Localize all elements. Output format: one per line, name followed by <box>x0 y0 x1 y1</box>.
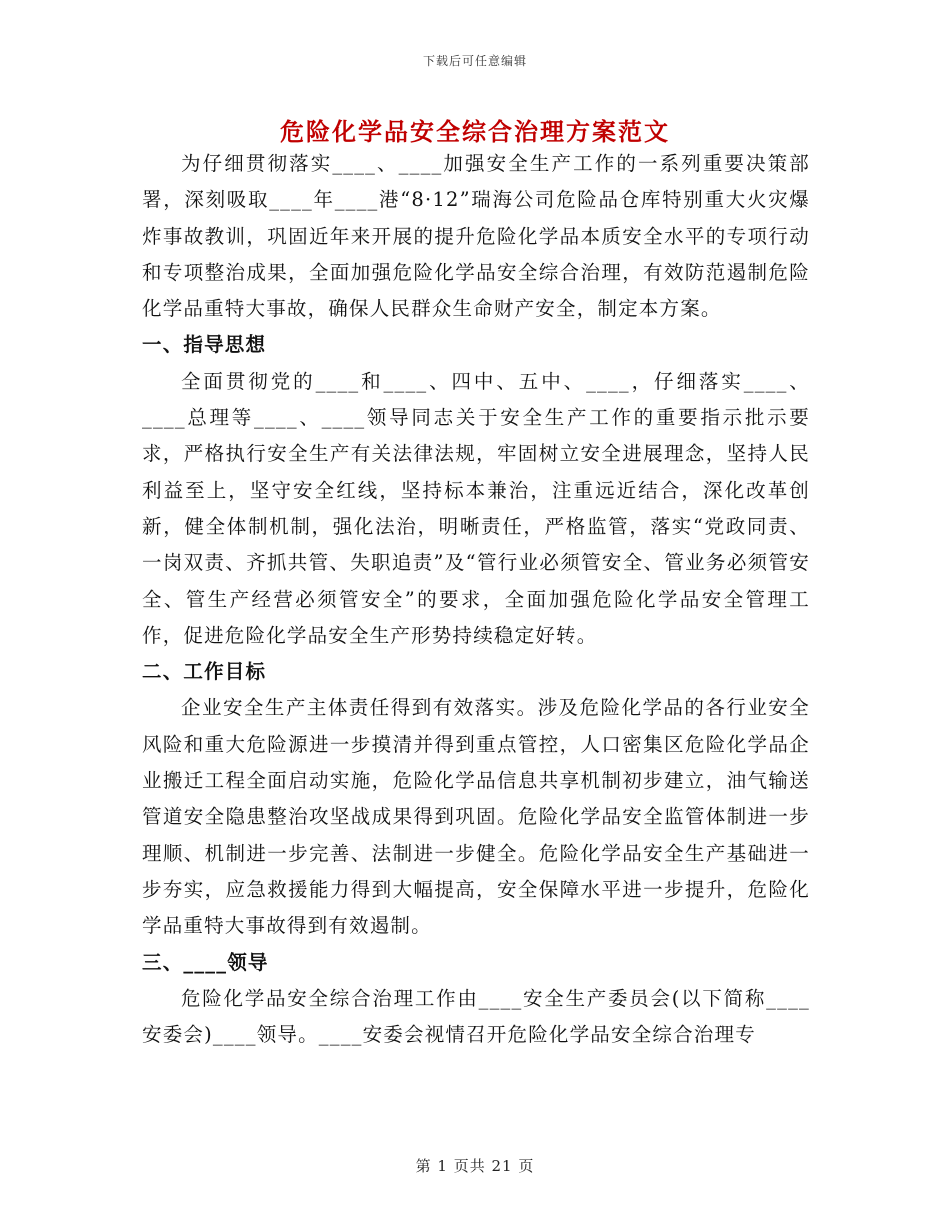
section-3-paragraph: 危险化学品安全综合治理工作由____安全生产委员会(以下简称____安委会)____领导。____安委会视情召开危险化学品安全综合治理专 <box>142 986 810 1047</box>
section-heading-1: 一、指导思想 <box>142 333 267 357</box>
page-footer: 第 1 页共 21 页 <box>415 1157 535 1175</box>
section-heading-2: 二、工作目标 <box>142 660 267 684</box>
intro-paragraph: 为仔细贯彻落实____、____加强安全生产工作的一系列重要决策部署，深刻吸取____年____港“8·12”瑞海公司危险品仓库特别重大火灾爆炸事故教训，巩固近年来开展的提升危险化学品本质安全水平的专项行动和专项整治成果，全面加强危险化学品安全综合治理，有效防范遏制危险化学品重特大事故，确保人民群众生命财产安全，制定本方案。 <box>142 152 810 321</box>
document-body <box>142 146 810 1053</box>
section-1-paragraph: 全面贯彻党的____和____、四中、五中、____，仔细落实____、____总理等____、____领导同志关于安全生产工作的重要指示批示要求，严格执行安全生产有关法律法规，牢固树立安全进展理念，坚持人民利益至上，坚守安全红线，坚持标本兼治，注重远近结合，深化改革创新，健全体制机制，强化法治，明晰责任，严格监管，落实“党政同责、一岗双责、齐抓共管、失职追责”及“管行业必须管安全、管业务必须管安全、管生产经营必须管安全”的要求，全面加强危险化学品安全管理工作，促进危险化学品安全生产形势持续稳定好转。 <box>142 369 810 647</box>
header-note: 下载后可任意编辑 <box>422 54 527 68</box>
section-heading-3: 三、____领导 <box>142 950 269 974</box>
document-title: 危险化学品安全综合治理方案范文 <box>280 117 670 146</box>
section-2-paragraph: 企业安全生产主体责任得到有效落实。涉及危险化学品的各行业安全风险和重大危险源进一步摸清并得到重点管控，人口密集区危险化学品企业搬迁工程全面启动实施，危险化学品信息共享机制初步建立，油气输送管道安全隐患整治攻坚战成果得到巩固。危险化学品安全监管体制进一步理顺、机制进一步完善、法制进一步健全。危险化学品安全生产基础进一步夯实，应急救援能力得到大幅提高，安全保障水平进一步提升，危险化学品重特大事故得到有效遏制。 <box>142 696 810 938</box>
